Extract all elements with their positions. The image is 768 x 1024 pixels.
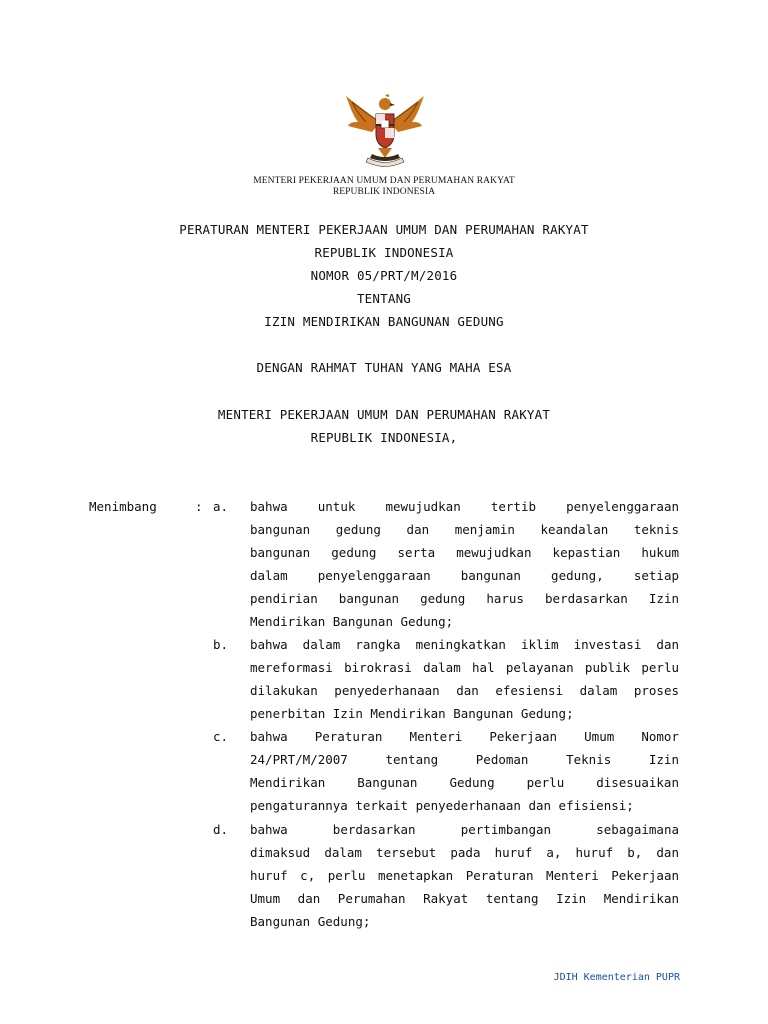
item-a-line-5: pendirian bangunan gedung harus berdasarkan Izin [250, 591, 679, 606]
item-marker-d: d. [213, 822, 229, 837]
regulation-tentang: TENTANG [356, 291, 412, 306]
item-marker-c: c. [213, 729, 229, 744]
item-d-line-5: Bangunan Gedung; [250, 914, 371, 929]
regulation-title-line-1: PERATURAN MENTERI PEKERJAAN UMUM DAN PERUMAHAN RAKYAT [179, 222, 589, 237]
item-c-line-1: bahwa Peraturan Menteri Pekerjaan Umum Nomor [250, 729, 679, 744]
item-c-line-3: Mendirikan Bangunan Gedung perlu disesuaikan [250, 775, 679, 790]
invocation-line: DENGAN RAHMAT TUHAN YANG MAHA ESA [256, 360, 512, 375]
issuer-line-2: REPUBLIK INDONESIA [332, 187, 436, 197]
item-d-line-4: Umum dan Perumahan Rakyat tentang Izin Mendirikan [250, 891, 679, 906]
item-a-line-3: bangunan gedung serta mewujudkan kepastian hukum [250, 545, 679, 560]
minister-line-1: MENTERI PEKERJAAN UMUM DAN PERUMAHAN RAKYAT [217, 407, 551, 422]
item-b-line-3: dilakukan penyederhanaan dan efesiensi dalam proses [250, 683, 679, 698]
item-c-line-2: 24/PRT/M/2007 tentang Pedoman Teknis Izin [250, 752, 679, 767]
regulation-subject: IZIN MENDIRIKAN BANGUNAN GEDUNG [264, 314, 504, 329]
minister-line-2: REPUBLIK INDONESIA, [310, 430, 458, 445]
item-b-line-1: bahwa dalam rangka meningkatkan iklim investasi dan [250, 637, 679, 652]
menimbang-label: Menimbang [89, 499, 157, 514]
item-d-line-2: dimaksud dalam tersebut pada huruf a, huruf b, dan [250, 845, 679, 860]
item-d-line-1: bahwa berdasarkan pertimbangan sebagaimana [250, 822, 679, 837]
item-a-line-2: bangunan gedung dan menjamin keandalan teknis [250, 522, 679, 537]
item-marker-a: a. [213, 499, 229, 514]
issuer-line-1: MENTERI PEKERJAAN UMUM DAN PERUMAHAN RAKYAT [253, 176, 515, 186]
item-d-line-3: huruf c, perlu menetapkan Peraturan Menteri Pekerjaan [250, 868, 679, 883]
footer-source: JDIH Kementerian PUPR [553, 972, 680, 983]
regulation-title-line-2: REPUBLIK INDONESIA [314, 245, 454, 260]
item-b-line-2: mereformasi birokrasi dalam hal pelayanan publik perlu [250, 660, 679, 675]
item-b-line-4: penerbitan Izin Mendirikan Bangunan Gedung; [250, 706, 574, 721]
item-c-line-4: pengaturannya terkait penyederhanaan dan efisiensi; [250, 798, 634, 813]
item-a-line-4: dalam penyelenggaraan bangunan gedung, setiap [250, 568, 679, 583]
item-marker-b: b. [213, 637, 229, 652]
garuda-pancasila-emblem-icon [340, 92, 430, 170]
menimbang-colon: : [195, 499, 203, 514]
regulation-number: NOMOR 05/PRT/M/2016 [310, 268, 458, 283]
item-a-line-1: bahwa untuk mewujudkan tertib penyelenggaraan [250, 499, 679, 514]
item-a-line-6: Mendirikan Bangunan Gedung; [250, 614, 454, 629]
